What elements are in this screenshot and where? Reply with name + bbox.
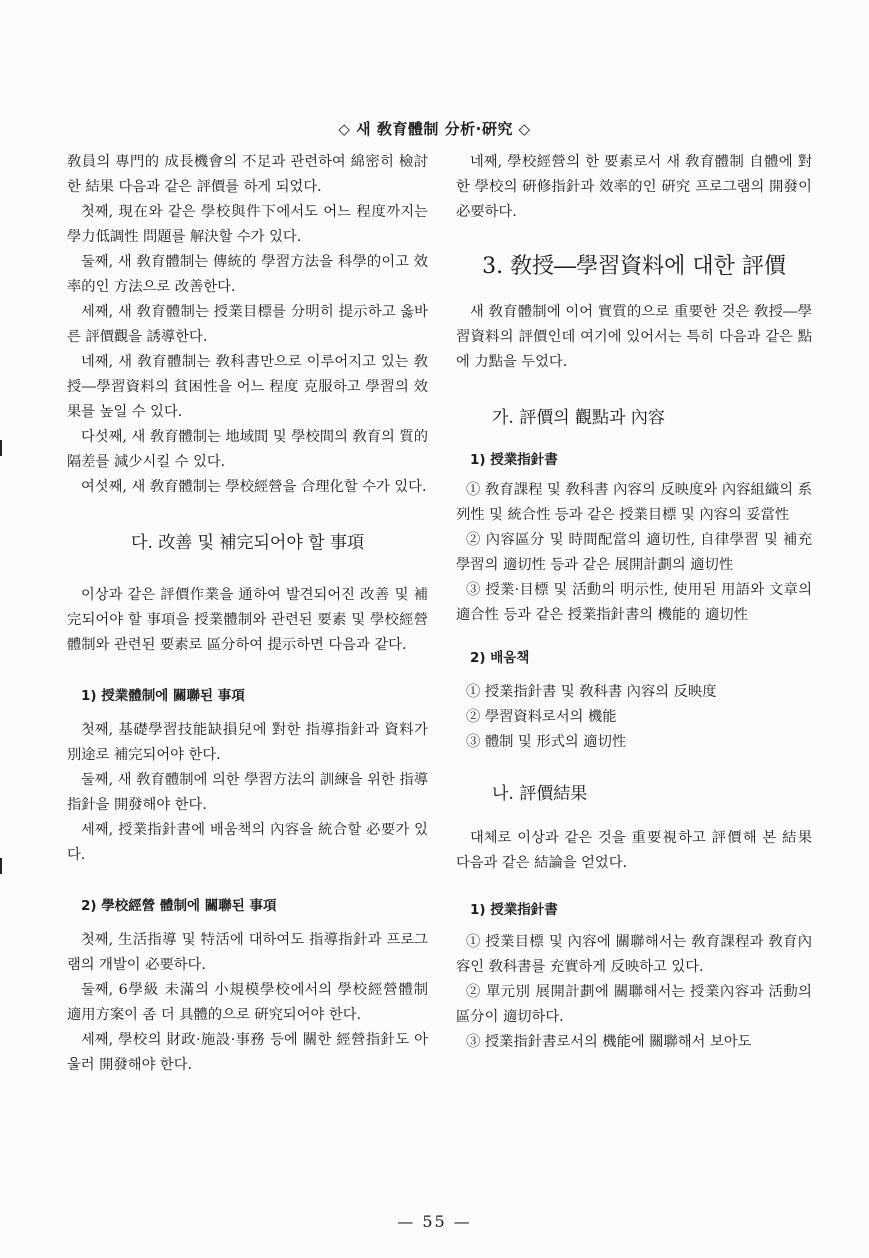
continuation-paragraph: 네째, 學校經營의 한 要素로서 새 敎育體制 自體에 對한 學校의 硏修指針과 效率的인 硏究 프로그램의 開發이 必要하다. <box>456 154 812 220</box>
section-da-sub2-item-2: 둘째, 6學級 未滿의 小規模學校에서의 學校經營體制 適用方案이 좀 더 具體的으로 硏究되어야 한다. <box>67 982 428 1023</box>
section-da-sub1-item-1: 첫째, 基礎學習技能缺損兒에 對한 指導指針과 資料가 別途로 補完되어야 한다. <box>67 722 428 763</box>
section-da-sub1-title: 1) 授業體制에 關聯된 事項 <box>81 688 245 704</box>
section-na-sub1-title: 1) 授業指針書 <box>470 902 558 918</box>
left-column <box>67 150 428 1078</box>
section-da-sub2-item-1: 첫째, 生活指導 및 特活에 대하여도 指導指針과 프로그램의 개발이 必要하다. <box>67 932 428 973</box>
section-3-intro: 새 敎育體制에 이어 實質的으로 重要한 것은 敎授―學習資料의 評價인데 여기에 있어서는 특히 다음과 같은 點에 力點을 두었다. <box>456 304 812 370</box>
page-header-title: ◇ 새 敎育體制 分析·硏究 ◇ <box>338 120 531 138</box>
section-da-intro: 이상과 같은 評價作業을 通하여 발견되어진 改善 및 補完되어야 할 事項을 授業體制와 관련된 要素 및 學校經營體制와 관련된 要素로 區分하여 提示하면 다음과 같다. <box>67 587 428 653</box>
section-da-sub2-title: 2) 學校經營 體制에 關聯된 事項 <box>81 898 277 914</box>
section-ga-sub1-item-3: ③ 授業·目標 및 活動의 明示性, 使用된 用語와 文章의 適合性 등과 같은 授業指針書의 機能的 適切性 <box>456 582 812 623</box>
section-da-sub1-item-3: 세째, 授業指針書에 배움책의 內容을 統合할 必要가 있다. <box>67 822 428 863</box>
section-ga-sub1-item-1: ① 敎育課程 및 敎科書 內容의 反映度와 內容組織의 系列性 및 統合性 등과 같은 授業目標 및 內容의 妥當性 <box>456 482 812 523</box>
page-number: — 55 — <box>397 1212 472 1231</box>
section-da-title: 다. 改善 및 補完되어야 할 事項 <box>131 533 364 553</box>
section-na-intro: 대체로 이상과 같은 것을 重要視하고 評價해 본 結果 다음과 같은 結論을 얻었다. <box>456 830 812 871</box>
section-ga-sub1-item-2: ② 內容區分 및 時間配當의 適切性, 自律學習 및 補充學習의 適切性 등과 같은 展開計劃의 適切性 <box>456 532 812 573</box>
section-na-title: 나. 評價結果 <box>492 784 588 804</box>
section-ga-title: 가. 評價의 觀點과 內容 <box>492 408 665 428</box>
scan-edge-mark <box>0 440 2 456</box>
eval-point-5: 다섯째, 새 敎育體制는 地域間 및 學校間의 敎育의 質的 隔差를 減少시킬 수 있다. <box>67 429 428 470</box>
section-da-sub1-item-2: 둘째, 새 敎育體制에 의한 學習方法의 訓練을 위한 指導指針을 開發해야 한다. <box>67 772 428 813</box>
section-da-sub2-item-3: 세째, 學校의 財政·施設·事務 등에 關한 經營指針도 아울러 開發해야 한다. <box>67 1032 428 1073</box>
section-3-title: 3. 敎授―學習資料에 대한 評價 <box>482 254 786 279</box>
section-na-sub1-item-3: ③ 授業指針書로서의 機能에 關聯해서 보아도 <box>466 1034 752 1050</box>
eval-point-3: 세째, 새 敎育體制는 授業目標를 分明히 提示하고 옳바른 評價觀을 誘導한다. <box>67 304 428 345</box>
eval-point-1: 첫째, 現在와 같은 學校與件下에서도 어느 程度까지는 學力低調性 問題를 解決할 수가 있다. <box>67 204 428 245</box>
section-ga-sub1-title: 1) 授業指針書 <box>470 452 558 468</box>
eval-point-6: 여섯째, 새 敎育體制는 學校經營을 合理化할 수가 있다. <box>81 479 427 495</box>
eval-point-4: 네째, 새 敎育體制는 敎科書만으로 이루어지고 있는 敎授―學習資料의 貧困性을 어느 程度 克服하고 學習의 效果를 높일 수 있다. <box>67 354 428 420</box>
section-na-sub1-item-2: ② 單元別 展開計劃에 關聯해서는 授業內容과 活動의 區分이 適切하다. <box>456 984 812 1025</box>
intro-paragraph: 敎員의 專門的 成長機會의 不足과 관련하여 綿密히 檢討한 結果 다음과 같은 評價를 하게 되었다. <box>67 154 428 195</box>
right-column <box>456 150 812 1055</box>
section-ga-sub2-item-1: ① 授業指針書 및 敎科書 內容의 反映度 <box>466 684 717 700</box>
scan-edge-mark <box>0 858 2 874</box>
section-ga-sub2-item-3: ③ 體制 및 形式의 適切性 <box>466 734 627 750</box>
section-na-sub1-item-1: ① 授業目標 및 內容에 關聯해서는 敎育課程과 敎育內容인 敎科書를 充實하게 反映하고 있다. <box>456 934 812 975</box>
section-ga-sub2-item-2: ② 學習資料로서의 機能 <box>466 709 617 725</box>
eval-point-2: 둘째, 새 敎育體制는 傳統的 學習方法을 科學的이고 效率的인 方法으로 改善한다. <box>67 254 428 295</box>
section-ga-sub2-title: 2) 배움책 <box>470 650 530 666</box>
